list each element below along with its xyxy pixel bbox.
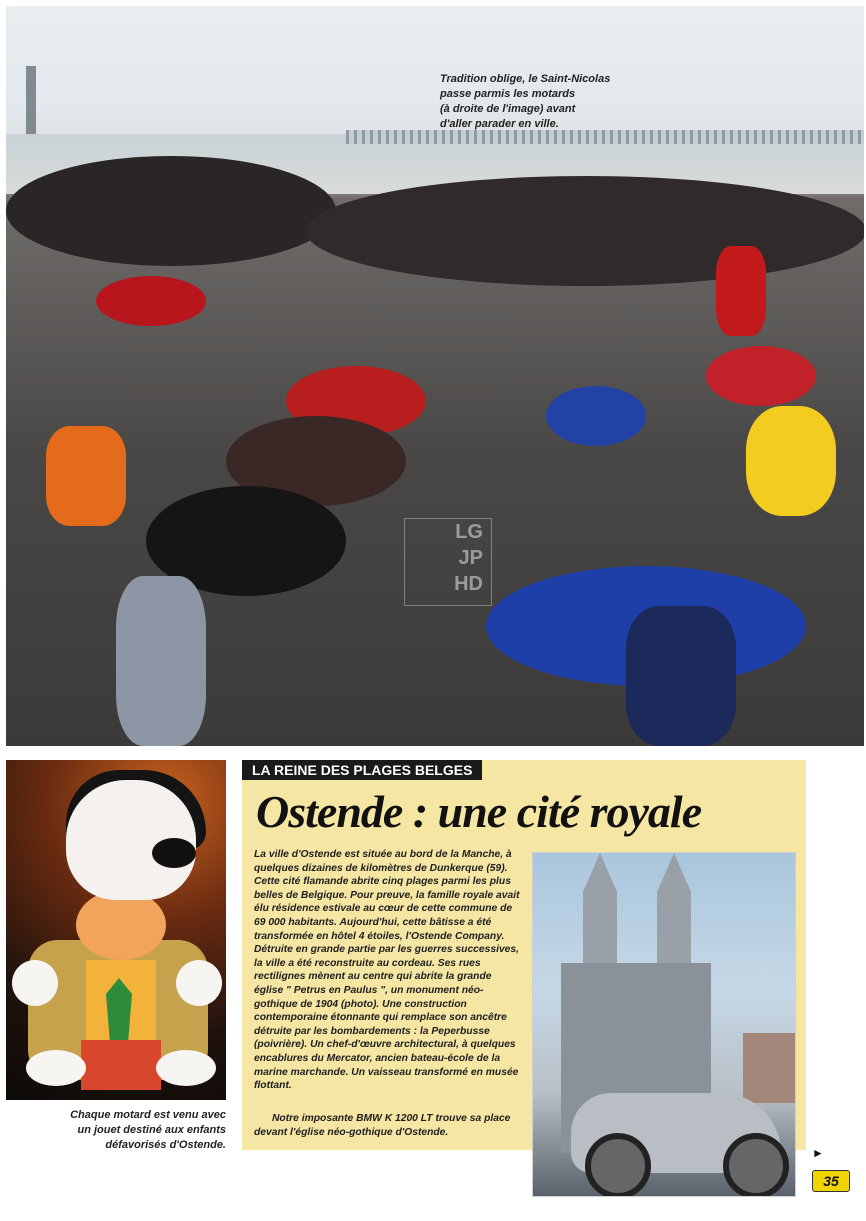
person-teal-jacket [626,606,736,746]
crowd-left [6,156,336,266]
toy-foot-left [26,1050,86,1086]
caption-line: Chaque motard est venu avec [70,1109,226,1121]
lighthouse-shape [26,66,36,136]
pier-shape [346,130,864,144]
watermark-text: JP [458,547,483,569]
orange-jacket-person [46,426,126,526]
child-camo-jacket [116,576,206,746]
bike-wheel-rear [723,1133,789,1197]
red-bike-right [706,346,816,406]
article-body [254,848,522,1093]
toy-hand-left [12,960,58,1006]
watermark-text: LG [455,521,483,543]
page-number: 35 [812,1170,850,1192]
caption-line: (à droite de l'image) avant [440,103,576,115]
caption-line: un jouet destiné aux enfants [77,1124,226,1136]
arrow-icon: ► [812,1146,824,1160]
toy-nose-shape [152,838,196,868]
section-rubric: LA REINE DES PLAGES BELGES [242,760,482,780]
bike-wheel-front [585,1133,651,1197]
top-photo-caption [440,72,640,132]
blue-bike [546,386,646,446]
toy-foot-right [156,1050,216,1086]
side-building-shape [743,1033,795,1103]
saint-nicolas-figure [716,246,766,336]
caption-line: Tradition oblige, le Saint-Nicolas [440,73,611,85]
caption-line: d'aller parader en ville. [440,118,559,130]
toy-hand-right [176,960,222,1006]
toy-photo-caption [56,1108,226,1153]
watermark-text: HD [454,573,483,595]
article-headline: Ostende : une cité royale [256,786,702,837]
caption-line: passe parmis les motards [440,88,576,100]
toy-head-shape [66,780,196,900]
caption-line: défavorisés d'Ostende. [105,1139,226,1151]
toy-face-shape [76,890,166,960]
church-bmw-photo [532,852,796,1197]
article-paragraph: La ville d'Ostende est située au bord de la Manche, à quelques dizaines de kilomètres de Dunkerque (59). Cette cité flamande abrite cinq plages parmi les plus belles de Belgique. Pour preuve, la famille royale avait élu résidence estivale au cœur de cette commune de 69 000 habitants. Aujourd'hui, cette bâtisse a été transformée en hôtel 4 étoiles, l'Ostende Company. Détruite en grande partie par les guerres successives, la ville a été reconstruite au cordeau. Ses rues rectilignes mènent au centre qui abrite la grande église " Petrus en Paulus ", un monument néo-gothique de 1904 (photo). Une construction contemporaine étonnante qui remplace son ancêtre détruite par les bombardements : la Peperbusse (poivrière). Un chef-d'œuvre architectural, à quelques encablures du Mercator, ancien bateau-école de la marine marchande. Un vaisseau transformé en musée flottant. [254,849,520,1092]
motorcyclists-photo [6,6,864,746]
bmw-caption: Notre imposante BMW K 1200 LT trouve sa place devant l'église néo-gothique d'Ostende. [254,1113,511,1138]
red-bike [96,276,206,326]
plush-toy-photo [6,760,226,1100]
crowd-right [306,176,864,286]
yellow-jacket-person [746,406,836,516]
toy-pants-shape [81,1040,161,1090]
watermark-logo [404,518,492,606]
